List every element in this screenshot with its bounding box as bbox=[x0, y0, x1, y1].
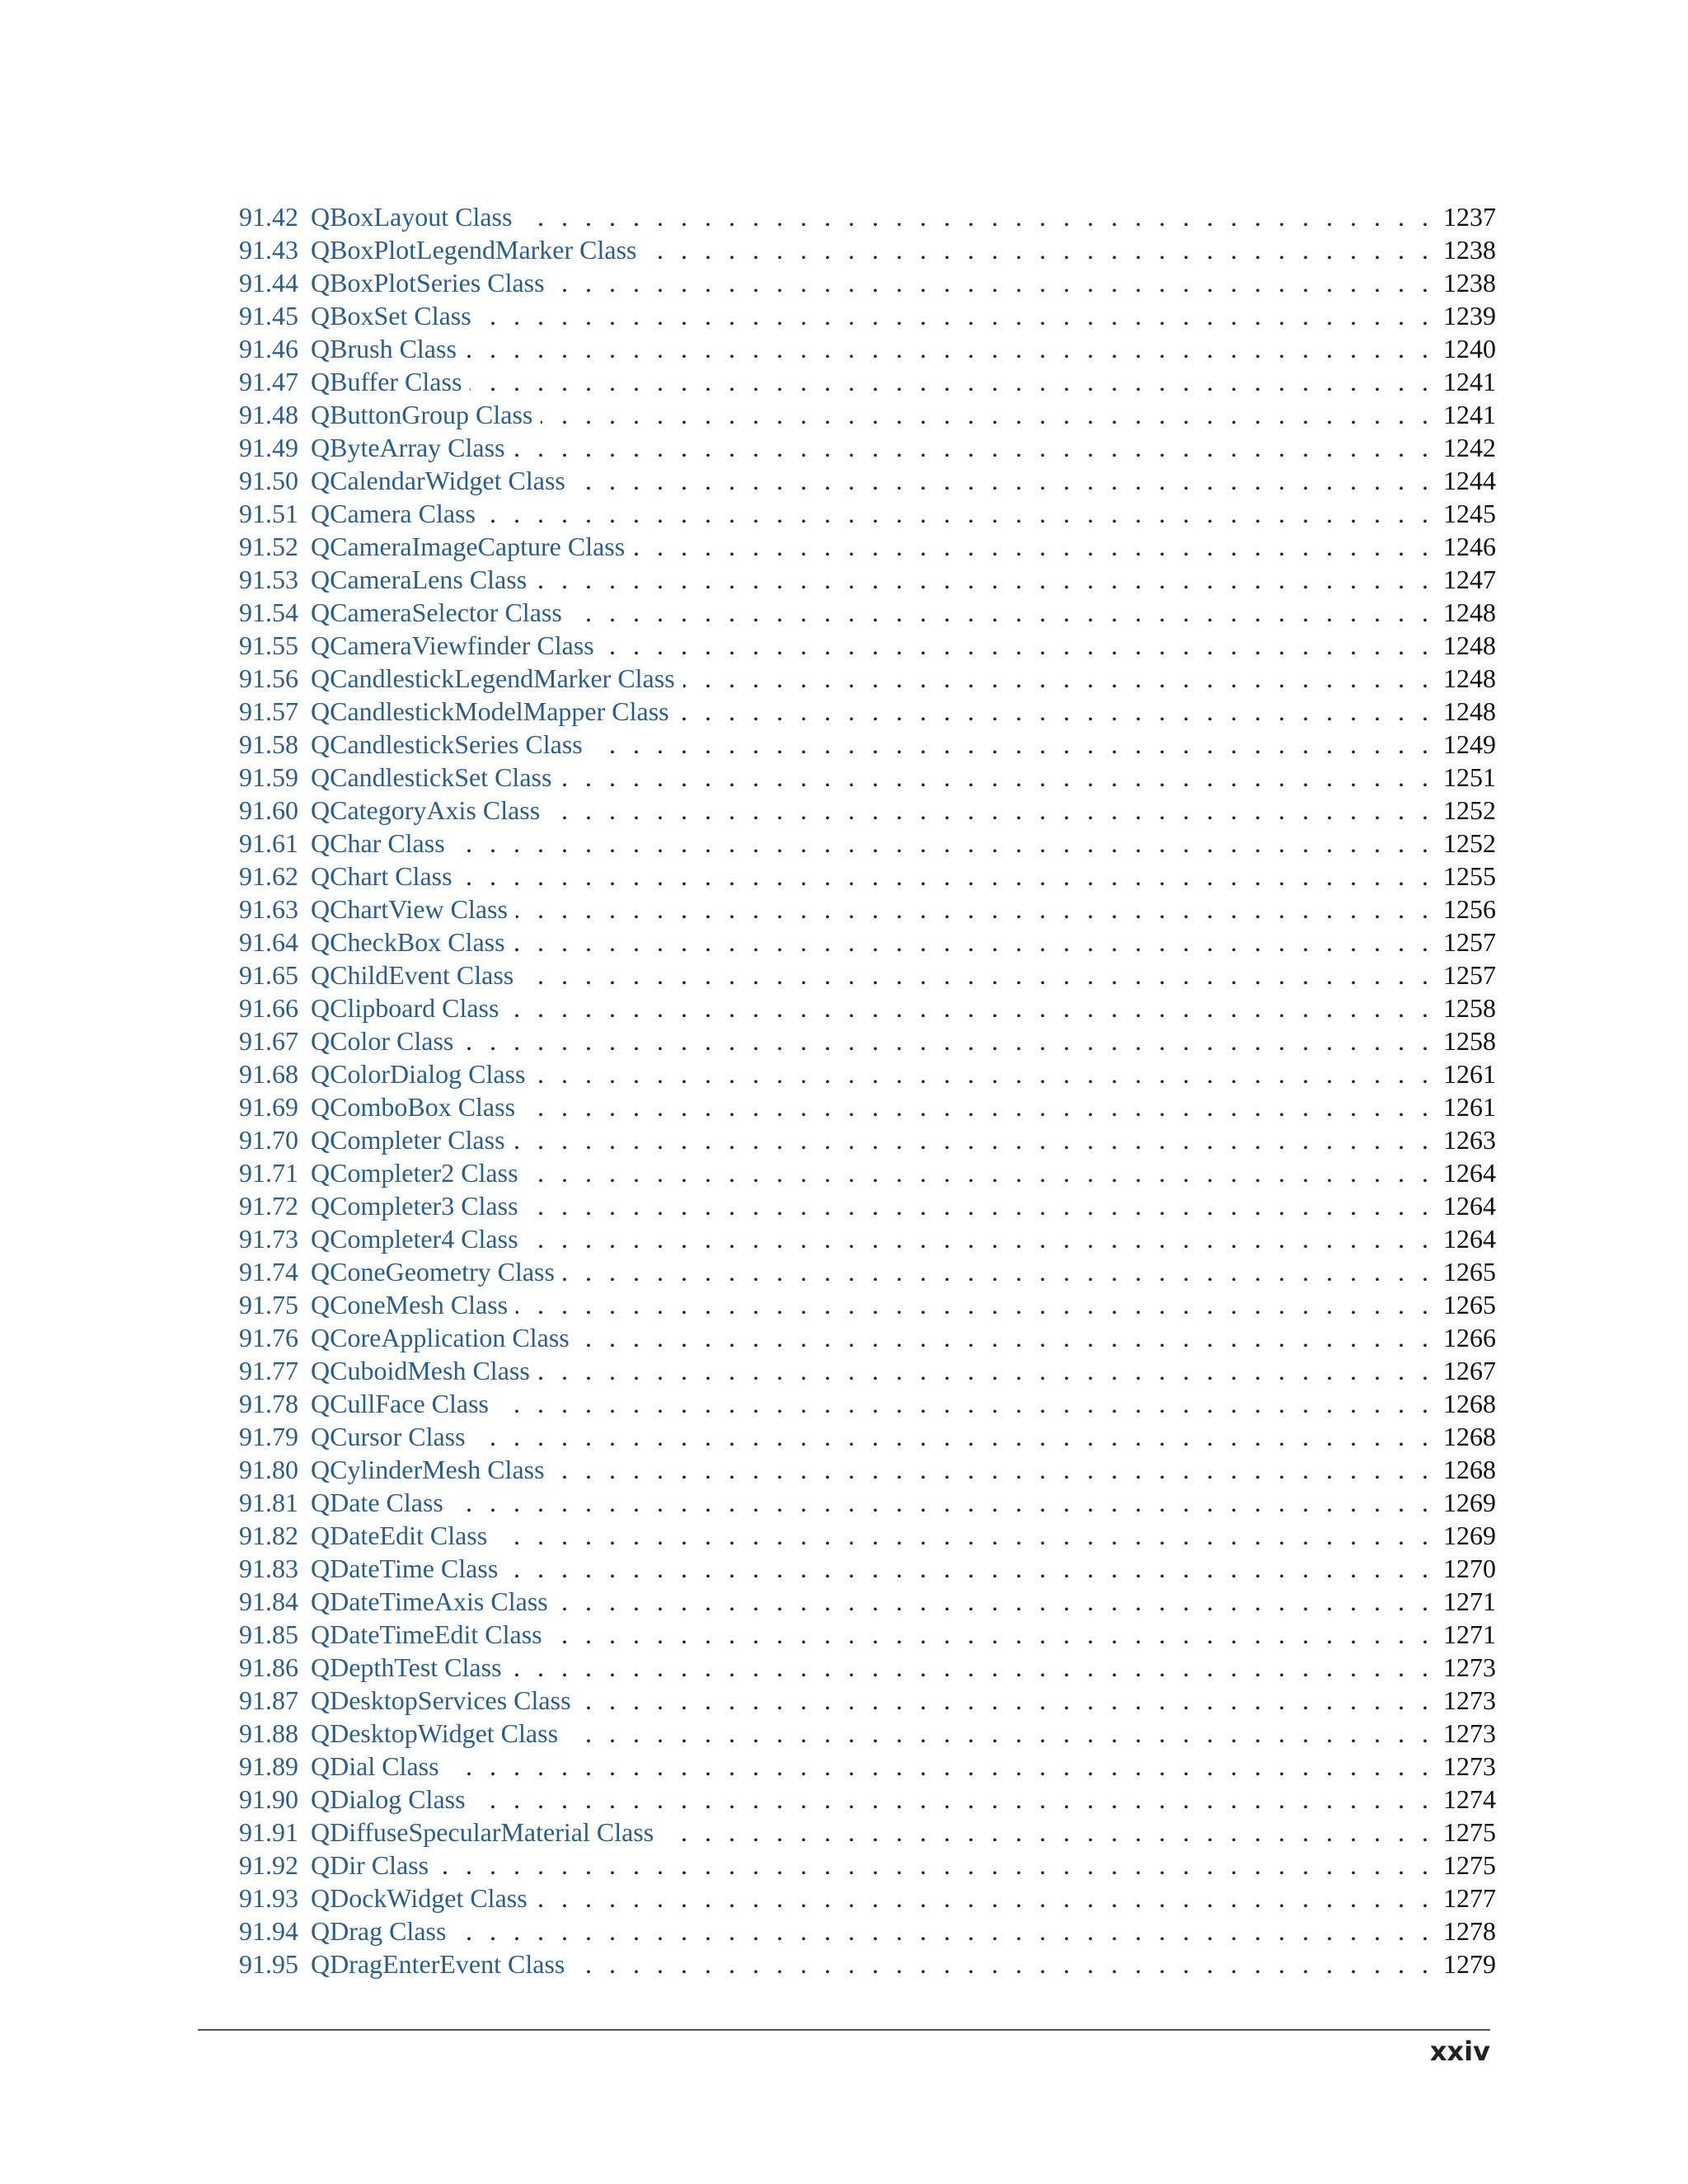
toc-entry-page: 1277 bbox=[1443, 1883, 1496, 1913]
toc-entry[interactable] bbox=[239, 1585, 1496, 1618]
toc-dot-leader bbox=[462, 1024, 1428, 1057]
toc-entry-page: 1265 bbox=[1443, 1290, 1496, 1319]
toc-entry[interactable] bbox=[239, 332, 1496, 365]
toc-entry-page: 1279 bbox=[1443, 1949, 1496, 1979]
toc-entry-number[interactable]: 91.47 bbox=[239, 367, 298, 396]
toc-entry-number[interactable]: 91.70 bbox=[239, 1125, 298, 1155]
toc-entry-page: 1269 bbox=[1443, 1521, 1496, 1550]
toc-dot-leader bbox=[437, 1849, 1428, 1882]
toc-entry-page: 1240 bbox=[1443, 334, 1496, 363]
toc-entry[interactable] bbox=[239, 1189, 1496, 1222]
toc-entry-page: 1237 bbox=[1443, 202, 1496, 232]
toc-entry-number[interactable]: 91.59 bbox=[239, 762, 298, 792]
toc-dot-leader bbox=[510, 1651, 1428, 1684]
toc-entry-title[interactable]: QCamera Class bbox=[311, 499, 476, 528]
toc-dot-leader bbox=[523, 1090, 1428, 1123]
toc-entry-number[interactable]: 91.68 bbox=[239, 1059, 298, 1089]
toc-entry[interactable] bbox=[239, 398, 1496, 431]
toc-entry[interactable] bbox=[239, 266, 1496, 299]
toc-entry-title[interactable]: QCameraSelector Class bbox=[311, 598, 562, 627]
toc-entry-page: 1273 bbox=[1443, 1718, 1496, 1748]
toc-entry-title[interactable]: QDialog Class bbox=[311, 1784, 466, 1814]
toc-entry-number[interactable]: 91.72 bbox=[239, 1191, 298, 1221]
toc-entry-page: 1261 bbox=[1443, 1092, 1496, 1122]
toc-entry-title[interactable]: QCoreApplication Class bbox=[311, 1323, 570, 1352]
toc-entry-page: 1268 bbox=[1443, 1422, 1496, 1451]
toc-entry-title[interactable]: QClipboard Class bbox=[311, 993, 499, 1023]
toc-entry[interactable] bbox=[239, 662, 1496, 695]
toc-entry[interactable] bbox=[239, 1156, 1496, 1189]
toc-entry[interactable] bbox=[239, 1651, 1496, 1684]
toc-dot-leader bbox=[678, 695, 1428, 728]
toc-dot-leader bbox=[574, 464, 1428, 497]
toc-entry-number[interactable]: 91.85 bbox=[239, 1619, 298, 1649]
toc-entry-page: 1257 bbox=[1443, 927, 1496, 957]
toc-dot-leader bbox=[563, 1255, 1428, 1288]
toc-entry-title[interactable]: QBoxPlotSeries Class bbox=[311, 268, 545, 298]
toc-entry-number[interactable]: 91.60 bbox=[239, 795, 298, 825]
toc-dot-leader bbox=[474, 1420, 1428, 1453]
toc-dot-leader bbox=[551, 1618, 1428, 1651]
toc-entry-page: 1268 bbox=[1443, 1389, 1496, 1418]
toc-entry[interactable] bbox=[239, 1387, 1496, 1420]
toc-entry[interactable] bbox=[239, 1816, 1496, 1849]
toc-entry-number[interactable]: 91.45 bbox=[239, 301, 298, 330]
toc-entry-page: 1245 bbox=[1443, 499, 1496, 528]
table-of-contents bbox=[239, 200, 1496, 1980]
toc-dot-leader bbox=[591, 728, 1428, 761]
toc-entry-title[interactable]: QConeGeometry Class bbox=[311, 1257, 555, 1286]
toc-entry-page: 1274 bbox=[1443, 1784, 1496, 1814]
toc-entry[interactable] bbox=[239, 1354, 1496, 1387]
toc-dot-leader bbox=[520, 200, 1428, 233]
toc-dot-leader bbox=[480, 299, 1428, 332]
toc-entry[interactable] bbox=[239, 563, 1496, 596]
toc-dot-leader bbox=[633, 530, 1428, 563]
toc-dot-leader bbox=[535, 563, 1428, 596]
toc-entry[interactable] bbox=[239, 1552, 1496, 1585]
toc-entry-number[interactable]: 91.78 bbox=[239, 1389, 298, 1418]
toc-entry-title[interactable]: QCategoryAxis Class bbox=[311, 795, 541, 825]
toc-entry-title[interactable]: QDockWidget Class bbox=[311, 1883, 528, 1913]
toc-entry-title[interactable]: QDrag Class bbox=[311, 1916, 447, 1946]
toc-dot-leader bbox=[645, 233, 1429, 266]
toc-entry-number[interactable]: 91.51 bbox=[239, 499, 298, 528]
toc-entry-number[interactable]: 91.53 bbox=[239, 565, 298, 594]
toc-dot-leader bbox=[516, 893, 1428, 926]
toc-entry-number[interactable]: 91.94 bbox=[239, 1916, 298, 1946]
toc-entry-page: 1265 bbox=[1443, 1257, 1496, 1286]
toc-entry-title[interactable]: QCameraLens Class bbox=[311, 565, 528, 594]
toc-dot-leader bbox=[556, 1585, 1428, 1618]
toc-entry-page: 1239 bbox=[1443, 301, 1496, 330]
toc-entry-number[interactable]: 91.57 bbox=[239, 696, 298, 726]
toc-entry[interactable] bbox=[239, 464, 1496, 497]
toc-entry-page: 1252 bbox=[1443, 795, 1496, 825]
toc-entry[interactable] bbox=[239, 1057, 1496, 1090]
toc-entry-title[interactable]: QDateTimeEdit Class bbox=[311, 1619, 542, 1649]
toc-dot-leader bbox=[461, 860, 1428, 893]
toc-entry-number[interactable]: 91.79 bbox=[239, 1422, 298, 1451]
toc-entry-page: 1238 bbox=[1443, 268, 1496, 298]
toc-entry-title[interactable]: QBoxLayout Class bbox=[311, 202, 513, 232]
toc-entry-page: 1249 bbox=[1443, 729, 1496, 759]
toc-entry-page: 1255 bbox=[1443, 861, 1496, 891]
toc-entry-number[interactable]: 91.86 bbox=[239, 1652, 298, 1682]
toc-entry-number[interactable]: 91.74 bbox=[239, 1257, 298, 1286]
footer-rule bbox=[198, 2029, 1490, 2031]
toc-entry[interactable] bbox=[239, 1947, 1496, 1980]
toc-entry[interactable] bbox=[239, 200, 1496, 233]
toc-dot-leader bbox=[560, 761, 1428, 794]
toc-entry-title[interactable]: QDial Class bbox=[311, 1751, 439, 1781]
toc-entry-number[interactable]: 91.42 bbox=[239, 202, 298, 232]
toc-entry[interactable] bbox=[239, 1882, 1496, 1915]
toc-dot-leader bbox=[527, 1156, 1428, 1189]
toc-entry-title[interactable]: QDiffuseSpecularMaterial Class bbox=[311, 1817, 654, 1847]
toc-dot-leader bbox=[513, 926, 1428, 958]
toc-entry-title[interactable]: QDesktopServices Class bbox=[311, 1685, 571, 1715]
toc-entry-title[interactable]: QCompleter4 Class bbox=[311, 1224, 518, 1254]
toc-entry-page: 1238 bbox=[1443, 235, 1496, 265]
toc-entry[interactable] bbox=[239, 1717, 1496, 1750]
toc-dot-leader bbox=[553, 1453, 1428, 1486]
toc-entry-title[interactable]: QChildEvent Class bbox=[311, 960, 514, 990]
toc-entry-title[interactable]: QCursor Class bbox=[311, 1422, 466, 1451]
toc-entry-number[interactable]: 91.95 bbox=[239, 1949, 298, 1979]
toc-entry-page: 1247 bbox=[1443, 565, 1496, 594]
toc-entry-number[interactable]: 91.88 bbox=[239, 1718, 298, 1748]
toc-entry[interactable] bbox=[239, 1420, 1496, 1453]
toc-entry[interactable] bbox=[239, 893, 1496, 926]
toc-entry-title[interactable]: QCandlestickSeries Class bbox=[311, 729, 583, 759]
toc-entry[interactable] bbox=[239, 761, 1496, 794]
toc-entry-title[interactable]: QBoxPlotLegendMarker Class bbox=[311, 235, 637, 265]
toc-dot-leader bbox=[506, 1552, 1428, 1585]
toc-entry-title[interactable]: QBrush Class bbox=[311, 334, 457, 363]
toc-entry[interactable] bbox=[239, 1486, 1496, 1519]
toc-entry-page: 1273 bbox=[1443, 1652, 1496, 1682]
toc-dot-leader bbox=[536, 1882, 1428, 1915]
toc-entry-title[interactable]: QChart Class bbox=[311, 861, 452, 891]
toc-dot-leader bbox=[470, 365, 1428, 398]
toc-entry-number[interactable]: 91.65 bbox=[239, 960, 298, 990]
toc-entry-number[interactable]: 91.52 bbox=[239, 532, 298, 561]
toc-entry[interactable] bbox=[239, 233, 1496, 266]
toc-dot-leader bbox=[578, 1321, 1428, 1354]
toc-entry-page: 1248 bbox=[1443, 696, 1496, 726]
toc-entry[interactable] bbox=[239, 1684, 1496, 1717]
toc-entry-page: 1246 bbox=[1443, 532, 1496, 561]
toc-entry[interactable] bbox=[239, 1849, 1496, 1882]
toc-entry[interactable] bbox=[239, 629, 1496, 662]
toc-entry-title[interactable]: QCullFace Class bbox=[311, 1389, 489, 1418]
toc-entry[interactable] bbox=[239, 365, 1496, 398]
toc-entry-title[interactable]: QCameraViewfinder Class bbox=[311, 630, 594, 660]
toc-entry[interactable] bbox=[239, 1024, 1496, 1057]
toc-dot-leader bbox=[522, 958, 1428, 991]
toc-entry-page: 1271 bbox=[1443, 1586, 1496, 1616]
toc-entry-number[interactable]: 91.71 bbox=[239, 1158, 298, 1188]
toc-entry-page: 1258 bbox=[1443, 1026, 1496, 1056]
toc-entry-page: 1267 bbox=[1443, 1356, 1496, 1385]
toc-dot-leader bbox=[474, 1783, 1428, 1816]
toc-dot-leader bbox=[513, 1123, 1428, 1156]
toc-entry-number[interactable]: 91.49 bbox=[239, 433, 298, 462]
toc-entry-page: 1275 bbox=[1443, 1817, 1496, 1847]
toc-entry-number[interactable]: 91.87 bbox=[239, 1685, 298, 1715]
toc-entry[interactable] bbox=[239, 860, 1496, 893]
toc-entry-page: 1273 bbox=[1443, 1751, 1496, 1781]
toc-entry-page: 1264 bbox=[1443, 1191, 1496, 1221]
toc-entry-page: 1248 bbox=[1443, 630, 1496, 660]
toc-entry-number[interactable]: 91.89 bbox=[239, 1751, 298, 1781]
toc-entry-page: 1256 bbox=[1443, 894, 1496, 924]
toc-dot-leader bbox=[662, 1816, 1428, 1849]
toc-dot-leader bbox=[454, 1915, 1428, 1947]
toc-dot-leader bbox=[553, 266, 1428, 299]
toc-dot-leader bbox=[573, 1947, 1428, 1980]
toc-entry-number[interactable]: 91.69 bbox=[239, 1092, 298, 1122]
toc-entry-number[interactable]: 91.91 bbox=[239, 1817, 298, 1847]
toc-entry-page: 1241 bbox=[1443, 400, 1496, 429]
toc-entry-title[interactable]: QButtonGroup Class bbox=[311, 400, 533, 429]
toc-entry[interactable] bbox=[239, 530, 1496, 563]
toc-entry-page: 1258 bbox=[1443, 993, 1496, 1023]
toc-entry-title[interactable]: QDateTimeAxis Class bbox=[311, 1586, 548, 1616]
toc-dot-leader bbox=[548, 794, 1428, 827]
toc-entry-page: 1257 bbox=[1443, 960, 1496, 990]
toc-entry-number[interactable]: 91.77 bbox=[239, 1356, 298, 1385]
toc-entry-title[interactable]: QComboBox Class bbox=[311, 1092, 516, 1122]
toc-entry[interactable] bbox=[239, 1519, 1496, 1552]
toc-entry-title[interactable]: QCompleter Class bbox=[311, 1125, 505, 1155]
toc-entry-number[interactable]: 91.81 bbox=[239, 1488, 298, 1517]
toc-entry-number[interactable]: 91.67 bbox=[239, 1026, 298, 1056]
toc-entry-title[interactable]: QCheckBox Class bbox=[311, 927, 505, 957]
toc-entry-title[interactable]: QCandlestickSet Class bbox=[311, 762, 552, 792]
toc-entry[interactable] bbox=[239, 1090, 1496, 1123]
toc-entry-number[interactable]: 91.56 bbox=[239, 663, 298, 693]
toc-entry-number[interactable]: 91.64 bbox=[239, 927, 298, 957]
toc-entry-page: 1241 bbox=[1443, 367, 1496, 396]
toc-entry-number[interactable]: 91.75 bbox=[239, 1290, 298, 1319]
toc-entry-number[interactable]: 91.66 bbox=[239, 993, 298, 1023]
toc-entry-title[interactable]: QDir Class bbox=[311, 1850, 429, 1880]
toc-entry[interactable] bbox=[239, 1123, 1496, 1156]
toc-dot-leader bbox=[538, 1354, 1428, 1387]
toc-entry-page: 1252 bbox=[1443, 828, 1496, 858]
toc-entry-page: 1244 bbox=[1443, 466, 1496, 495]
toc-entry[interactable] bbox=[239, 1255, 1496, 1288]
toc-dot-leader bbox=[566, 1717, 1428, 1750]
toc-entry-number[interactable]: 91.44 bbox=[239, 268, 298, 298]
toc-entry-title[interactable]: QCuboidMesh Class bbox=[311, 1356, 530, 1385]
toc-entry-number[interactable]: 91.54 bbox=[239, 598, 298, 627]
toc-entry-title[interactable]: QCameraImageCapture Class bbox=[311, 532, 626, 561]
toc-entry-page: 1266 bbox=[1443, 1323, 1496, 1352]
toc-entry-number[interactable]: 91.90 bbox=[239, 1784, 298, 1814]
toc-dot-leader bbox=[497, 1387, 1428, 1420]
toc-dot-leader bbox=[579, 1684, 1428, 1717]
toc-dot-leader bbox=[533, 1057, 1428, 1090]
toc-entry-title[interactable]: QCalendarWidget Class bbox=[311, 466, 565, 495]
toc-entry-number[interactable]: 91.93 bbox=[239, 1883, 298, 1913]
toc-dot-leader bbox=[603, 629, 1428, 662]
toc-entry-number[interactable]: 91.50 bbox=[239, 466, 298, 495]
toc-entry-number[interactable]: 91.82 bbox=[239, 1521, 298, 1550]
toc-entry-title[interactable]: QCompleter3 Class bbox=[311, 1191, 518, 1221]
toc-entry-title[interactable]: QCompleter2 Class bbox=[311, 1158, 518, 1188]
toc-entry[interactable] bbox=[239, 794, 1496, 827]
toc-entry-number[interactable]: 91.73 bbox=[239, 1224, 298, 1254]
toc-entry[interactable] bbox=[239, 695, 1496, 728]
toc-dot-leader bbox=[527, 1222, 1428, 1255]
toc-dot-leader bbox=[570, 596, 1428, 629]
toc-dot-leader bbox=[453, 827, 1428, 860]
toc-entry-page: 1270 bbox=[1443, 1554, 1496, 1583]
toc-entry[interactable] bbox=[239, 827, 1496, 860]
toc-entry[interactable] bbox=[239, 1915, 1496, 1947]
toc-dot-leader bbox=[507, 991, 1428, 1024]
toc-entry-page: 1278 bbox=[1443, 1916, 1496, 1946]
toc-dot-leader bbox=[513, 431, 1428, 464]
toc-entry-page: 1269 bbox=[1443, 1488, 1496, 1517]
toc-entry-title[interactable]: QDragEnterEvent Class bbox=[311, 1949, 565, 1979]
toc-entry-page: 1275 bbox=[1443, 1850, 1496, 1880]
toc-entry-number[interactable]: 91.48 bbox=[239, 400, 298, 429]
toc-entry-title[interactable]: QDateTime Class bbox=[311, 1554, 499, 1583]
toc-entry-number[interactable]: 91.46 bbox=[239, 334, 298, 363]
toc-entry[interactable] bbox=[239, 991, 1496, 1024]
toc-entry-number[interactable]: 91.84 bbox=[239, 1586, 298, 1616]
toc-entry-title[interactable]: QByteArray Class bbox=[311, 433, 505, 462]
toc-entry-page: 1271 bbox=[1443, 1619, 1496, 1649]
toc-entry[interactable] bbox=[239, 1288, 1496, 1321]
toc-dot-leader bbox=[465, 332, 1428, 365]
toc-entry-page: 1248 bbox=[1443, 663, 1496, 693]
toc-entry-title[interactable]: QCylinderMesh Class bbox=[311, 1455, 545, 1484]
toc-entry-page: 1264 bbox=[1443, 1158, 1496, 1188]
toc-entry-title[interactable]: QCandlestickModelMapper Class bbox=[311, 696, 669, 726]
toc-entry-page: 1273 bbox=[1443, 1685, 1496, 1715]
toc-entry-page: 1242 bbox=[1443, 433, 1496, 462]
toc-entry-title[interactable]: QConeMesh Class bbox=[311, 1290, 509, 1319]
toc-entry[interactable] bbox=[239, 299, 1496, 332]
toc-entry-number[interactable]: 91.92 bbox=[239, 1850, 298, 1880]
toc-entry-page: 1268 bbox=[1443, 1455, 1496, 1484]
toc-entry-title[interactable]: QDateEdit Class bbox=[311, 1521, 488, 1550]
toc-entry[interactable] bbox=[239, 596, 1496, 629]
toc-entry-title[interactable]: QBoxSet Class bbox=[311, 301, 471, 330]
toc-entry[interactable] bbox=[239, 926, 1496, 958]
toc-entry-page: 1264 bbox=[1443, 1224, 1496, 1254]
toc-entry-page: 1251 bbox=[1443, 762, 1496, 792]
toc-entry-page: 1248 bbox=[1443, 598, 1496, 627]
toc-entry-page: 1263 bbox=[1443, 1125, 1496, 1155]
toc-entry[interactable] bbox=[239, 1750, 1496, 1783]
toc-entry[interactable] bbox=[239, 1618, 1496, 1651]
toc-entry-number[interactable]: 91.61 bbox=[239, 828, 298, 858]
toc-entry-title[interactable]: QDate Class bbox=[311, 1488, 443, 1517]
toc-dot-leader bbox=[452, 1486, 1428, 1519]
toc-dot-leader bbox=[484, 497, 1428, 530]
toc-dot-leader bbox=[527, 1189, 1428, 1222]
toc-entry[interactable] bbox=[239, 1321, 1496, 1354]
toc-dot-leader bbox=[495, 1519, 1428, 1552]
toc-dot-leader bbox=[541, 398, 1428, 431]
toc-entry-title[interactable]: QDesktopWidget Class bbox=[311, 1718, 559, 1748]
toc-entry-number[interactable]: 91.63 bbox=[239, 894, 298, 924]
toc-entry-title[interactable]: QDepthTest Class bbox=[311, 1652, 502, 1682]
toc-entry-number[interactable]: 91.83 bbox=[239, 1554, 298, 1583]
toc-entry-number[interactable]: 91.58 bbox=[239, 729, 298, 759]
toc-entry-title[interactable]: QColor Class bbox=[311, 1026, 454, 1056]
toc-entry-title[interactable]: QChar Class bbox=[311, 828, 445, 858]
toc-entry-number[interactable]: 91.76 bbox=[239, 1323, 298, 1352]
toc-entry-page: 1261 bbox=[1443, 1059, 1496, 1089]
page-number: xxiv bbox=[1429, 2036, 1490, 2067]
toc-entry-number[interactable]: 91.62 bbox=[239, 861, 298, 891]
toc-entry[interactable] bbox=[239, 1222, 1496, 1255]
toc-entry[interactable] bbox=[239, 431, 1496, 464]
toc-entry-number[interactable]: 91.80 bbox=[239, 1455, 298, 1484]
toc-entry-number[interactable]: 91.55 bbox=[239, 630, 298, 660]
toc-entry-number[interactable]: 91.43 bbox=[239, 235, 298, 265]
toc-entry[interactable] bbox=[239, 728, 1496, 761]
toc-entry-title[interactable]: QColorDialog Class bbox=[311, 1059, 526, 1089]
toc-entry-title[interactable]: QCandlestickLegendMarker Class bbox=[311, 663, 675, 693]
toc-dot-leader bbox=[683, 662, 1428, 695]
toc-entry[interactable] bbox=[239, 1783, 1496, 1816]
toc-entry[interactable] bbox=[239, 1453, 1496, 1486]
toc-dot-leader bbox=[448, 1750, 1428, 1783]
toc-entry[interactable] bbox=[239, 497, 1496, 530]
toc-entry-title[interactable]: QChartView Class bbox=[311, 894, 508, 924]
toc-entry[interactable] bbox=[239, 958, 1496, 991]
toc-dot-leader bbox=[516, 1288, 1428, 1321]
toc-entry-title[interactable]: QBuffer Class bbox=[311, 367, 462, 396]
